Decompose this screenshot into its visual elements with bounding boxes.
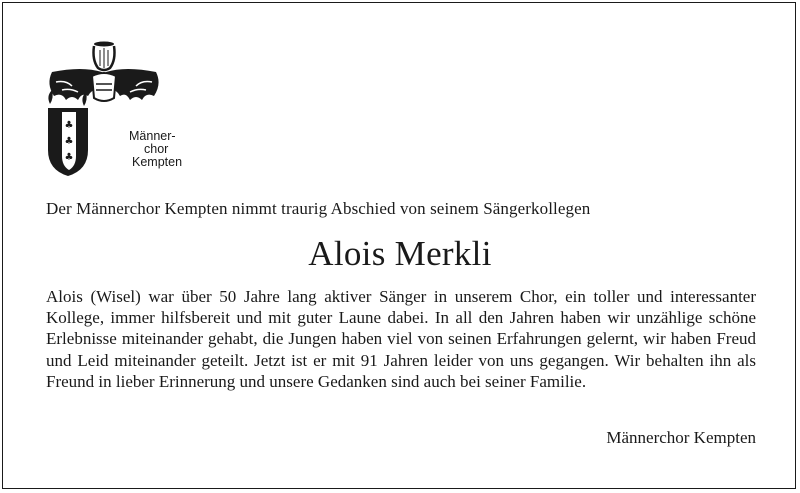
logo-line-2: chor <box>144 142 169 156</box>
choir-logo-text <box>92 129 183 169</box>
logo-line-3: Kempten <box>132 155 183 169</box>
obituary-text: Alois (Wisel) war über 50 Jahre lang aktiver Sänger in unserem Chor, ein toller und interessanter Kollege, immer hilfsbereit und mit guter Laune dabei. In all den Jahren haben wir unzählige schöne Erlebnisse miteinander gehabt, die Jungen haben viel von seinen Erfahrungen gelernt, wir haben Freud und Leid miteinander geteilt. Jetzt ist er mit 91 Jahren leider von uns gegangen. Wir behalten ihn als Freund in lieber Erinnerung und unsere Gedanken sind auch bei seiner Familie. <box>46 287 756 391</box>
intro-line: Der Männerchor Kempten nimmt traurig Abschied von seinem Sängerkollegen <box>46 199 591 218</box>
svg-text:♣: ♣ <box>64 136 74 147</box>
signature: Männerchor Kempten <box>606 428 756 447</box>
svg-text:♣: ♣ <box>64 120 74 131</box>
svg-text:♣: ♣ <box>64 152 74 163</box>
deceased-name: Alois Merkli <box>308 234 492 273</box>
logo-line-1: Männer- <box>129 129 176 143</box>
choir-crest-logo <box>42 40 183 180</box>
